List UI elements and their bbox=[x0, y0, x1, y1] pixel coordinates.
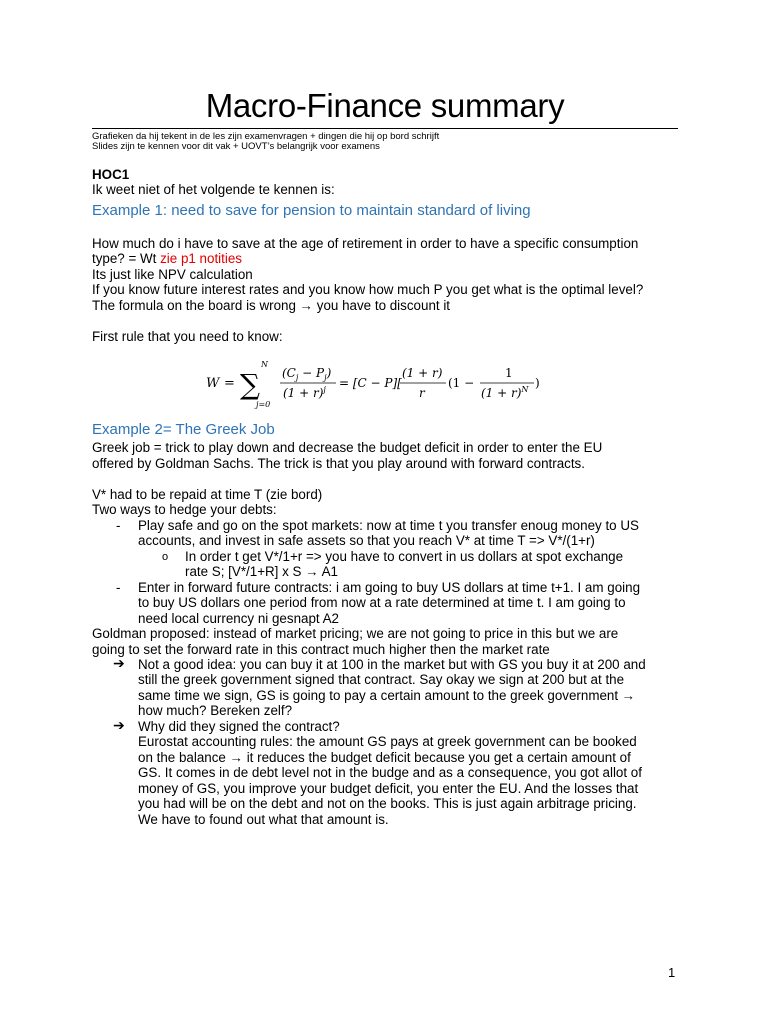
gs-line-2: going to set the forward rate in this contract much higher then the market rate bbox=[92, 642, 550, 657]
ex1-rule: First rule that you need to know: bbox=[92, 329, 283, 344]
frac1-num-a: (C bbox=[282, 366, 296, 380]
frac1-num-mid: − P bbox=[298, 366, 325, 380]
frac1-num-end: ) bbox=[326, 366, 332, 380]
dash1-line-1: Play safe and go on the spot markets: now at time t you transfer enoug money to US bbox=[138, 518, 639, 533]
formula-sum-bottom: j=0 bbox=[256, 400, 271, 409]
dash2-line-3: need local currency ni gesnapt A2 bbox=[138, 611, 339, 626]
arrow2-line-3: on the balance → it reduces the budget deficit because you get a certain amount of bbox=[138, 750, 631, 765]
ex1-red-note: zie p1 notities bbox=[160, 251, 242, 266]
sub1-line-2: rate S; [V*/1+R] x S → A1 bbox=[185, 564, 338, 579]
page-number: 1 bbox=[668, 965, 676, 980]
ex2-line-2: offered by Goldman Sachs. The trick is that you play around with forward contracts. bbox=[92, 456, 585, 471]
dash2-line-2: to buy US dollars one period from now at a rate determined at time t. I am going to bbox=[138, 595, 626, 610]
title-rule bbox=[92, 128, 678, 129]
ex1-line-5: The formula on the board is wrong → you have to discount it bbox=[92, 298, 451, 313]
arrow-bullet-icon-2: ➔ bbox=[113, 717, 125, 733]
dash2-line-1: Enter in forward future contracts: i am going to buy US dollars at time t+1. I am going bbox=[138, 580, 641, 595]
ex1-line-2-text: type? = Wt bbox=[92, 251, 161, 266]
ex2-line-1: Greek job = trick to play down and decrease the budget deficit in order to enter the EU bbox=[92, 440, 603, 455]
ex2-line-4: Two ways to hedge your debts: bbox=[92, 502, 277, 517]
formula-eq: = bbox=[224, 376, 235, 391]
arrow2-line-7: We have to found out what that amount is. bbox=[138, 812, 389, 827]
ex1-line-2 bbox=[92, 251, 242, 267]
formula-eq2: = [C − P][ bbox=[339, 376, 402, 390]
formula-paren-close: ) bbox=[535, 376, 540, 390]
formula-w: W bbox=[206, 376, 220, 391]
hoc-heading: HOC1 bbox=[92, 167, 130, 182]
frac1-num-sub: j bbox=[295, 373, 299, 382]
formula-frac1-num bbox=[282, 366, 332, 382]
formula-frac3-num: 1 bbox=[505, 366, 513, 380]
formula-paren-open: (1 − bbox=[448, 376, 475, 390]
subtitle-line-1: Grafieken da hij tekent in de les zijn examenvragen + dingen die hij op bord schrijft bbox=[92, 131, 440, 142]
arrow1-line-4: how much? Bereken zelf? bbox=[138, 703, 293, 718]
arrow1-line-2: still the greek government signed that contract. Say okay we sign at 200 but at the bbox=[138, 672, 625, 687]
ex2-line-3: V* had to be repaid at time T (zie bord) bbox=[92, 487, 323, 502]
subtitle-line-2: Slides zijn te kennen voor dit vak + UOVT’s belangrijk voor examens bbox=[92, 141, 380, 152]
circle-bullet-1: o bbox=[162, 551, 169, 563]
dash-bullet-1: - bbox=[116, 518, 121, 533]
ex1-line-3: Its just like NPV calculation bbox=[92, 267, 253, 282]
formula-frac2-num: (1 + r) bbox=[402, 366, 443, 380]
npv-formula bbox=[200, 356, 580, 412]
ex1-line-1: How much do i have to save at the age of retirement in order to have a specific consumption bbox=[92, 236, 639, 251]
intro-text: Ik weet niet of het volgende te kennen is: bbox=[92, 182, 335, 197]
formula-frac3-den bbox=[481, 385, 529, 400]
arrow2-line-1: Why did they signed the contract? bbox=[138, 719, 340, 734]
formula-sigma: ∑ bbox=[240, 368, 260, 401]
example2-heading: Example 2= The Greek Job bbox=[92, 421, 275, 438]
arrow2-line-4: GS. It comes in de debt level not in the budge and as a consequence, you got allot of bbox=[138, 765, 642, 780]
dash-bullet-2: - bbox=[116, 580, 121, 595]
arrow-bullet-icon-1: ➔ bbox=[113, 655, 125, 671]
ex1-line-4: If you know future interest rates and you know how much P you get what is the optimal level? bbox=[92, 282, 644, 297]
arrow2-line-2: Eurostat accounting rules: the amount GS pays at greek government can be booked bbox=[138, 734, 637, 749]
frac1-den-a: (1 + r) bbox=[283, 386, 324, 400]
example1-heading: Example 1: need to save for pension to maintain standard of living bbox=[92, 202, 531, 219]
frac1-num-sub2: j bbox=[324, 373, 327, 382]
arrow2-line-5: money of GS, you improve your budget deficit, you enter the EU. And the losses that bbox=[138, 781, 639, 796]
dash1-line-2: accounts, and invest in safe assets so that you reach V* at time T => V*/(1+r) bbox=[138, 533, 595, 548]
page-title: Macro-Finance summary bbox=[205, 87, 565, 124]
gs-line-1: Goldman proposed: instead of market pricing; we are not going to price in this but we are bbox=[92, 626, 619, 641]
arrow2-line-6: you had will be on the debt and not on the books. This is just again arbitrage pricing. bbox=[138, 796, 637, 811]
frac1-den-sup: j bbox=[323, 385, 326, 394]
arrow1-line-1: Not a good idea: you can buy it at 100 in the market but with GS you buy it at 200 and bbox=[138, 657, 646, 672]
formula-frac1-den bbox=[283, 385, 326, 400]
sub1-line-1: In order t get V*/1+r => you have to convert in us dollars at spot exchange bbox=[185, 549, 624, 564]
frac3-den-sup: N bbox=[521, 385, 529, 394]
formula-frac2-den: r bbox=[419, 386, 425, 400]
formula-sum-top: N bbox=[261, 360, 268, 369]
frac3-den-a: (1 + r) bbox=[481, 386, 522, 400]
arrow1-line-3: same time we sign, GS is going to pay a certain amount to the greek government → bbox=[138, 688, 636, 703]
